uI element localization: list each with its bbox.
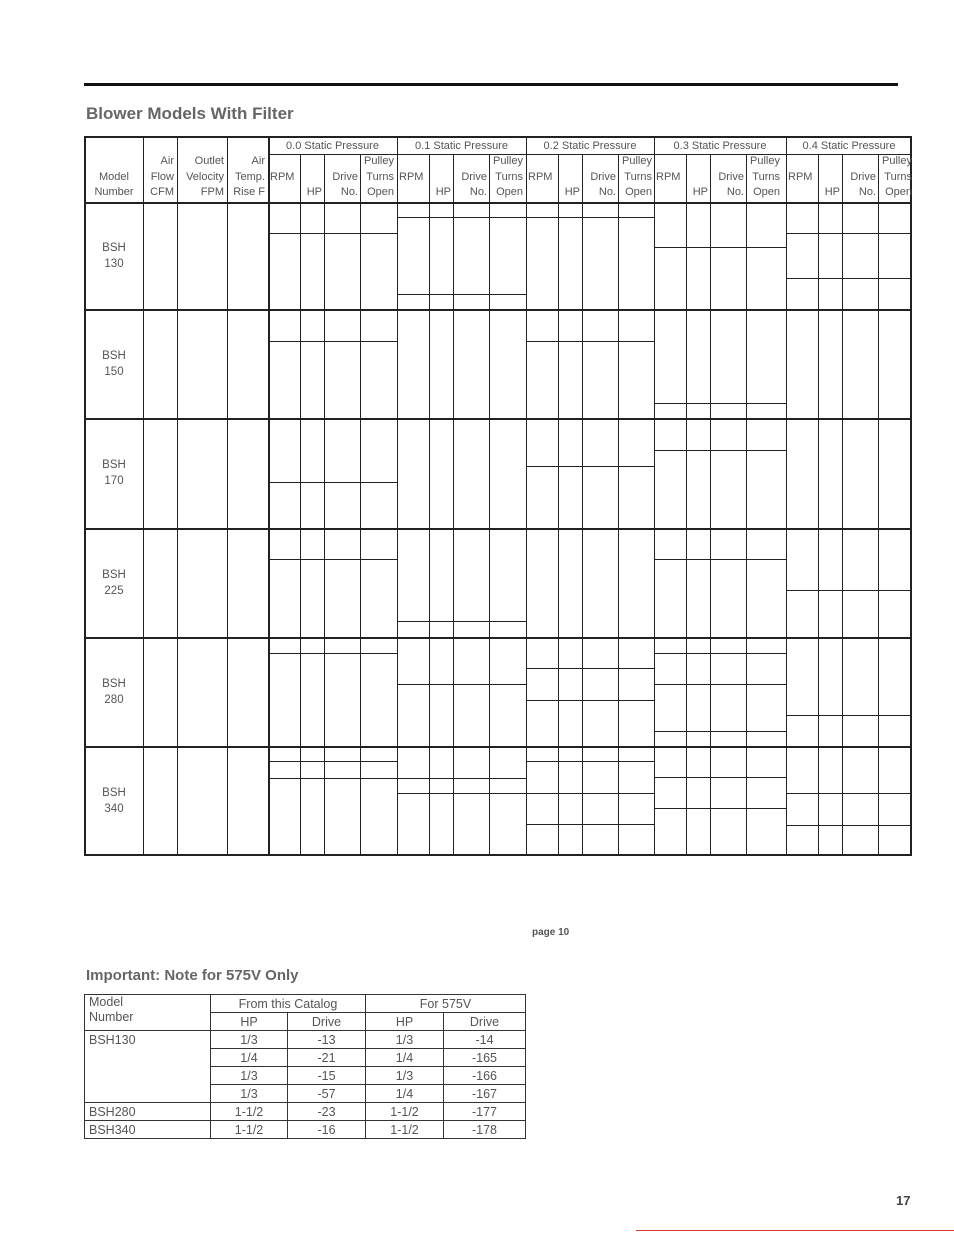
grid-line-vertical xyxy=(397,138,398,856)
air-flow-header-line3: CFM xyxy=(150,186,174,198)
grid-line-horizontal xyxy=(268,482,397,483)
grid-line-horizontal xyxy=(268,233,397,234)
grid-line-vertical xyxy=(654,138,655,856)
pulley-header-line1: Pulley xyxy=(493,155,523,167)
grid-line-vertical xyxy=(429,154,430,856)
note-hp-575-cell: 1/3 xyxy=(366,1067,444,1085)
pulley-header-line3: Open xyxy=(496,186,523,198)
footer-red-rule xyxy=(636,1230,954,1231)
drive-header-line2: No. xyxy=(469,186,487,198)
pulley-header-line3: Open xyxy=(367,186,394,198)
note-drive-cell: -15 xyxy=(288,1067,366,1085)
grid-line-horizontal xyxy=(654,247,786,248)
rpm-header: RPM xyxy=(270,171,295,183)
note-drive-header: Drive xyxy=(444,1013,526,1031)
model-number xyxy=(88,348,140,380)
pulley-header-line2: Turns xyxy=(752,170,780,183)
note-model-cell xyxy=(85,1085,211,1103)
note-hp-575-cell: 1-1/2 xyxy=(366,1121,444,1139)
note-model-cell: BSH280 xyxy=(85,1103,211,1121)
grid-line-vertical xyxy=(618,154,619,856)
pulley-header-line2: Turns xyxy=(884,170,912,183)
model-number-prefix: BSH xyxy=(102,787,126,799)
grid-line-horizontal xyxy=(526,668,654,669)
grid-line-vertical xyxy=(710,154,711,856)
grid-line-horizontal xyxy=(268,341,397,342)
grid-line-vertical xyxy=(818,154,819,856)
model-number xyxy=(88,676,140,708)
note-model-header-line2: Number xyxy=(89,1010,134,1024)
grid-line-horizontal xyxy=(86,309,912,311)
note-model-cell xyxy=(85,1049,211,1067)
note-hp-cell: 1-1/2 xyxy=(211,1103,288,1121)
note-drive-cell: -23 xyxy=(288,1103,366,1121)
grid-line-vertical xyxy=(686,154,687,856)
top-rule xyxy=(84,83,898,86)
note-drive-cell: -21 xyxy=(288,1049,366,1067)
grid-line-horizontal xyxy=(526,793,654,794)
grid-line-vertical xyxy=(227,138,228,856)
pulley-header-line3: Open xyxy=(625,186,652,198)
hp-header: HP xyxy=(824,186,840,198)
pulley-header-line3: Open xyxy=(753,186,780,198)
outlet-velocity-header-line1: Outlet xyxy=(194,155,224,167)
note-hp-cell: 1/3 xyxy=(211,1067,288,1085)
note-hp-header: HP xyxy=(211,1013,288,1031)
model-number-value: 280 xyxy=(104,693,124,706)
grid-line-horizontal xyxy=(86,528,912,530)
grid-line-horizontal xyxy=(786,590,912,591)
note-from-catalog-header: From this Catalog xyxy=(211,995,366,1013)
model-number-value: 170 xyxy=(104,475,124,487)
pressure-group-header: 0.0 Static Pressure xyxy=(286,140,379,152)
note-575v-header: For 575V xyxy=(366,995,526,1013)
model-header-line1: Model xyxy=(99,171,129,183)
pressure-group-header: 0.3 Static Pressure xyxy=(673,140,767,152)
grid-line-horizontal xyxy=(786,715,912,716)
note-hp-cell: 1/3 xyxy=(211,1085,288,1103)
grid-line-vertical xyxy=(268,138,270,856)
drive-header-line1: Drive xyxy=(718,171,744,183)
grid-line-vertical xyxy=(300,154,301,856)
rpm-header: RPM xyxy=(656,171,681,183)
air-temp-header-line3: Rise F xyxy=(233,186,265,198)
model-number-prefix: BSH xyxy=(102,677,126,690)
grid-line-horizontal xyxy=(268,761,397,762)
hp-header: HP xyxy=(692,186,708,198)
note-hp-cell: 1/4 xyxy=(211,1049,288,1067)
grid-line-horizontal xyxy=(654,684,786,685)
grid-line-horizontal xyxy=(654,403,786,404)
drive-header-line2: No. xyxy=(726,186,744,198)
model-number xyxy=(88,567,140,599)
grid-line-horizontal xyxy=(397,217,526,218)
grid-line-horizontal xyxy=(526,824,654,825)
pressure-group-header: 0.4 Static Pressure xyxy=(802,140,896,152)
note-drive-575-cell: -177 xyxy=(444,1103,526,1121)
grid-line-horizontal xyxy=(397,778,526,779)
note-drive-header: Drive xyxy=(288,1013,366,1031)
model-number-prefix: BSH xyxy=(102,241,126,254)
note-drive-575-cell: -166 xyxy=(444,1067,526,1085)
table-row xyxy=(85,1085,526,1103)
outlet-velocity-header-line3: FPM xyxy=(200,186,224,198)
grid-line-vertical xyxy=(842,154,843,856)
grid-line-horizontal xyxy=(268,653,397,654)
grid-line-horizontal xyxy=(86,202,912,204)
grid-line-horizontal xyxy=(86,418,912,420)
grid-line-vertical xyxy=(489,154,490,856)
note-hp-575-cell: 1/3 xyxy=(366,1031,444,1049)
note-model-cell: BSH340 xyxy=(85,1121,211,1139)
model-header-line2: Number xyxy=(94,186,134,198)
model-number-prefix: BSH xyxy=(102,349,126,362)
grid-line-horizontal xyxy=(397,294,526,295)
note-hp-575-cell: 1-1/2 xyxy=(366,1103,444,1121)
model-number xyxy=(88,457,140,489)
grid-line-horizontal xyxy=(397,621,526,622)
note-drive-cell: -13 xyxy=(288,1031,366,1049)
pulley-header-line1: Pulley xyxy=(622,155,652,167)
pressure-group-header: 0.2 Static Pressure xyxy=(543,140,637,152)
grid-line-vertical xyxy=(786,138,787,856)
note-hp-575-cell: 1/4 xyxy=(366,1085,444,1103)
grid-line-horizontal xyxy=(86,746,912,748)
note-drive-575-cell: -165 xyxy=(444,1049,526,1067)
grid-line-horizontal xyxy=(654,653,786,654)
note-575v-table xyxy=(84,994,526,1139)
model-number-prefix: BSH xyxy=(102,459,126,471)
pressure-group-header: 0.1 Static Pressure xyxy=(415,140,508,152)
table-row xyxy=(85,1103,526,1121)
pulley-header-line1: Pulley xyxy=(882,155,912,167)
drive-header-line2: No. xyxy=(858,186,876,198)
drive-header-line2: No. xyxy=(340,186,358,198)
model-number-value: 225 xyxy=(104,584,124,597)
table-row xyxy=(85,1031,526,1049)
grid-line-horizontal xyxy=(86,637,912,639)
air-temp-header-line1: Air xyxy=(251,155,265,167)
grid-line-horizontal xyxy=(526,217,654,218)
grid-line-horizontal xyxy=(786,233,912,234)
grid-line-horizontal xyxy=(526,700,654,701)
drive-header-line1: Drive xyxy=(461,171,487,183)
pulley-header-line2: Turns xyxy=(495,170,523,183)
grid-line-horizontal xyxy=(654,731,786,732)
grid-line-vertical xyxy=(324,154,325,856)
grid-line-horizontal xyxy=(654,559,786,560)
grid-line-vertical xyxy=(143,138,144,856)
drive-header-line1: Drive xyxy=(332,171,358,183)
note-hp-cell: 1-1/2 xyxy=(211,1121,288,1139)
grid-line-horizontal xyxy=(786,278,912,279)
grid-line-horizontal xyxy=(526,341,654,342)
note-drive-575-cell: -178 xyxy=(444,1121,526,1139)
note-model-cell: BSH130 xyxy=(85,1031,211,1049)
model-number-value: 130 xyxy=(104,257,124,270)
pulley-header-line1: Pulley xyxy=(750,155,780,167)
grid-line-horizontal xyxy=(654,808,786,809)
grid-line-horizontal xyxy=(397,793,526,794)
grid-line-horizontal xyxy=(268,559,397,560)
note-model-cell xyxy=(85,1067,211,1085)
outlet-velocity-header-line2: Velocity xyxy=(186,170,224,183)
table-row xyxy=(85,1121,526,1139)
grid-line-vertical xyxy=(526,138,527,856)
drive-header-line1: Drive xyxy=(850,171,876,183)
grid-line-vertical xyxy=(878,154,879,856)
grid-line-vertical xyxy=(582,154,583,856)
pulley-header-line3: Open xyxy=(885,186,912,198)
grid-line-horizontal xyxy=(654,450,786,451)
note-model-header xyxy=(85,995,211,1031)
rpm-header: RPM xyxy=(399,171,424,183)
air-flow-header-line2: Flow xyxy=(150,170,174,183)
grid-line-horizontal xyxy=(397,684,526,685)
hp-header: HP xyxy=(564,186,580,198)
note-drive-575-cell: -167 xyxy=(444,1085,526,1103)
hp-header: HP xyxy=(306,186,322,198)
pulley-header-line2: Turns xyxy=(366,170,394,183)
model-number xyxy=(88,785,140,817)
grid-line-vertical xyxy=(746,154,747,856)
grid-line-vertical xyxy=(360,154,361,856)
drive-header-line1: Drive xyxy=(590,171,616,183)
grid-line-vertical xyxy=(177,138,178,856)
note-drive-575-cell: -14 xyxy=(444,1031,526,1049)
grid-line-horizontal xyxy=(786,793,912,794)
note-model-header-line1: Model xyxy=(89,995,124,1009)
air-temp-header-line2: Temp. xyxy=(235,170,265,183)
table-row xyxy=(85,1067,526,1085)
note-drive-cell: -16 xyxy=(288,1121,366,1139)
model-number-prefix: BSH xyxy=(102,568,126,581)
table-row xyxy=(85,1049,526,1067)
grid-line-horizontal xyxy=(268,778,397,779)
grid-line-horizontal xyxy=(526,466,654,467)
model-number-value: 150 xyxy=(104,365,124,378)
grid-line-horizontal xyxy=(786,825,912,826)
note-title: Important: Note for 575V Only xyxy=(86,967,299,984)
rpm-header: RPM xyxy=(528,171,553,183)
model-number xyxy=(88,240,140,272)
air-flow-header-line1: Air xyxy=(160,155,174,167)
blower-table xyxy=(84,136,912,856)
grid-line-horizontal xyxy=(654,777,786,778)
grid-line-vertical xyxy=(558,154,559,856)
hp-header: HP xyxy=(435,186,451,198)
page-title: Blower Models With Filter xyxy=(86,104,294,123)
grid-line-vertical xyxy=(453,154,454,856)
pulley-header-line2: Turns xyxy=(624,170,652,183)
note-drive-cell: -57 xyxy=(288,1085,366,1103)
note-hp-cell: 1/3 xyxy=(211,1031,288,1049)
page-number: 17 xyxy=(896,1193,911,1208)
drive-header-line2: No. xyxy=(598,186,616,198)
grid-line-horizontal xyxy=(526,761,654,762)
note-hp-575-cell: 1/4 xyxy=(366,1049,444,1067)
page-reference: page 10 xyxy=(532,927,570,938)
note-header-row xyxy=(85,995,526,1013)
pulley-header-line1: Pulley xyxy=(364,155,394,167)
model-number-value: 340 xyxy=(104,803,124,815)
rpm-header: RPM xyxy=(788,171,813,183)
note-hp-header: HP xyxy=(366,1013,444,1031)
